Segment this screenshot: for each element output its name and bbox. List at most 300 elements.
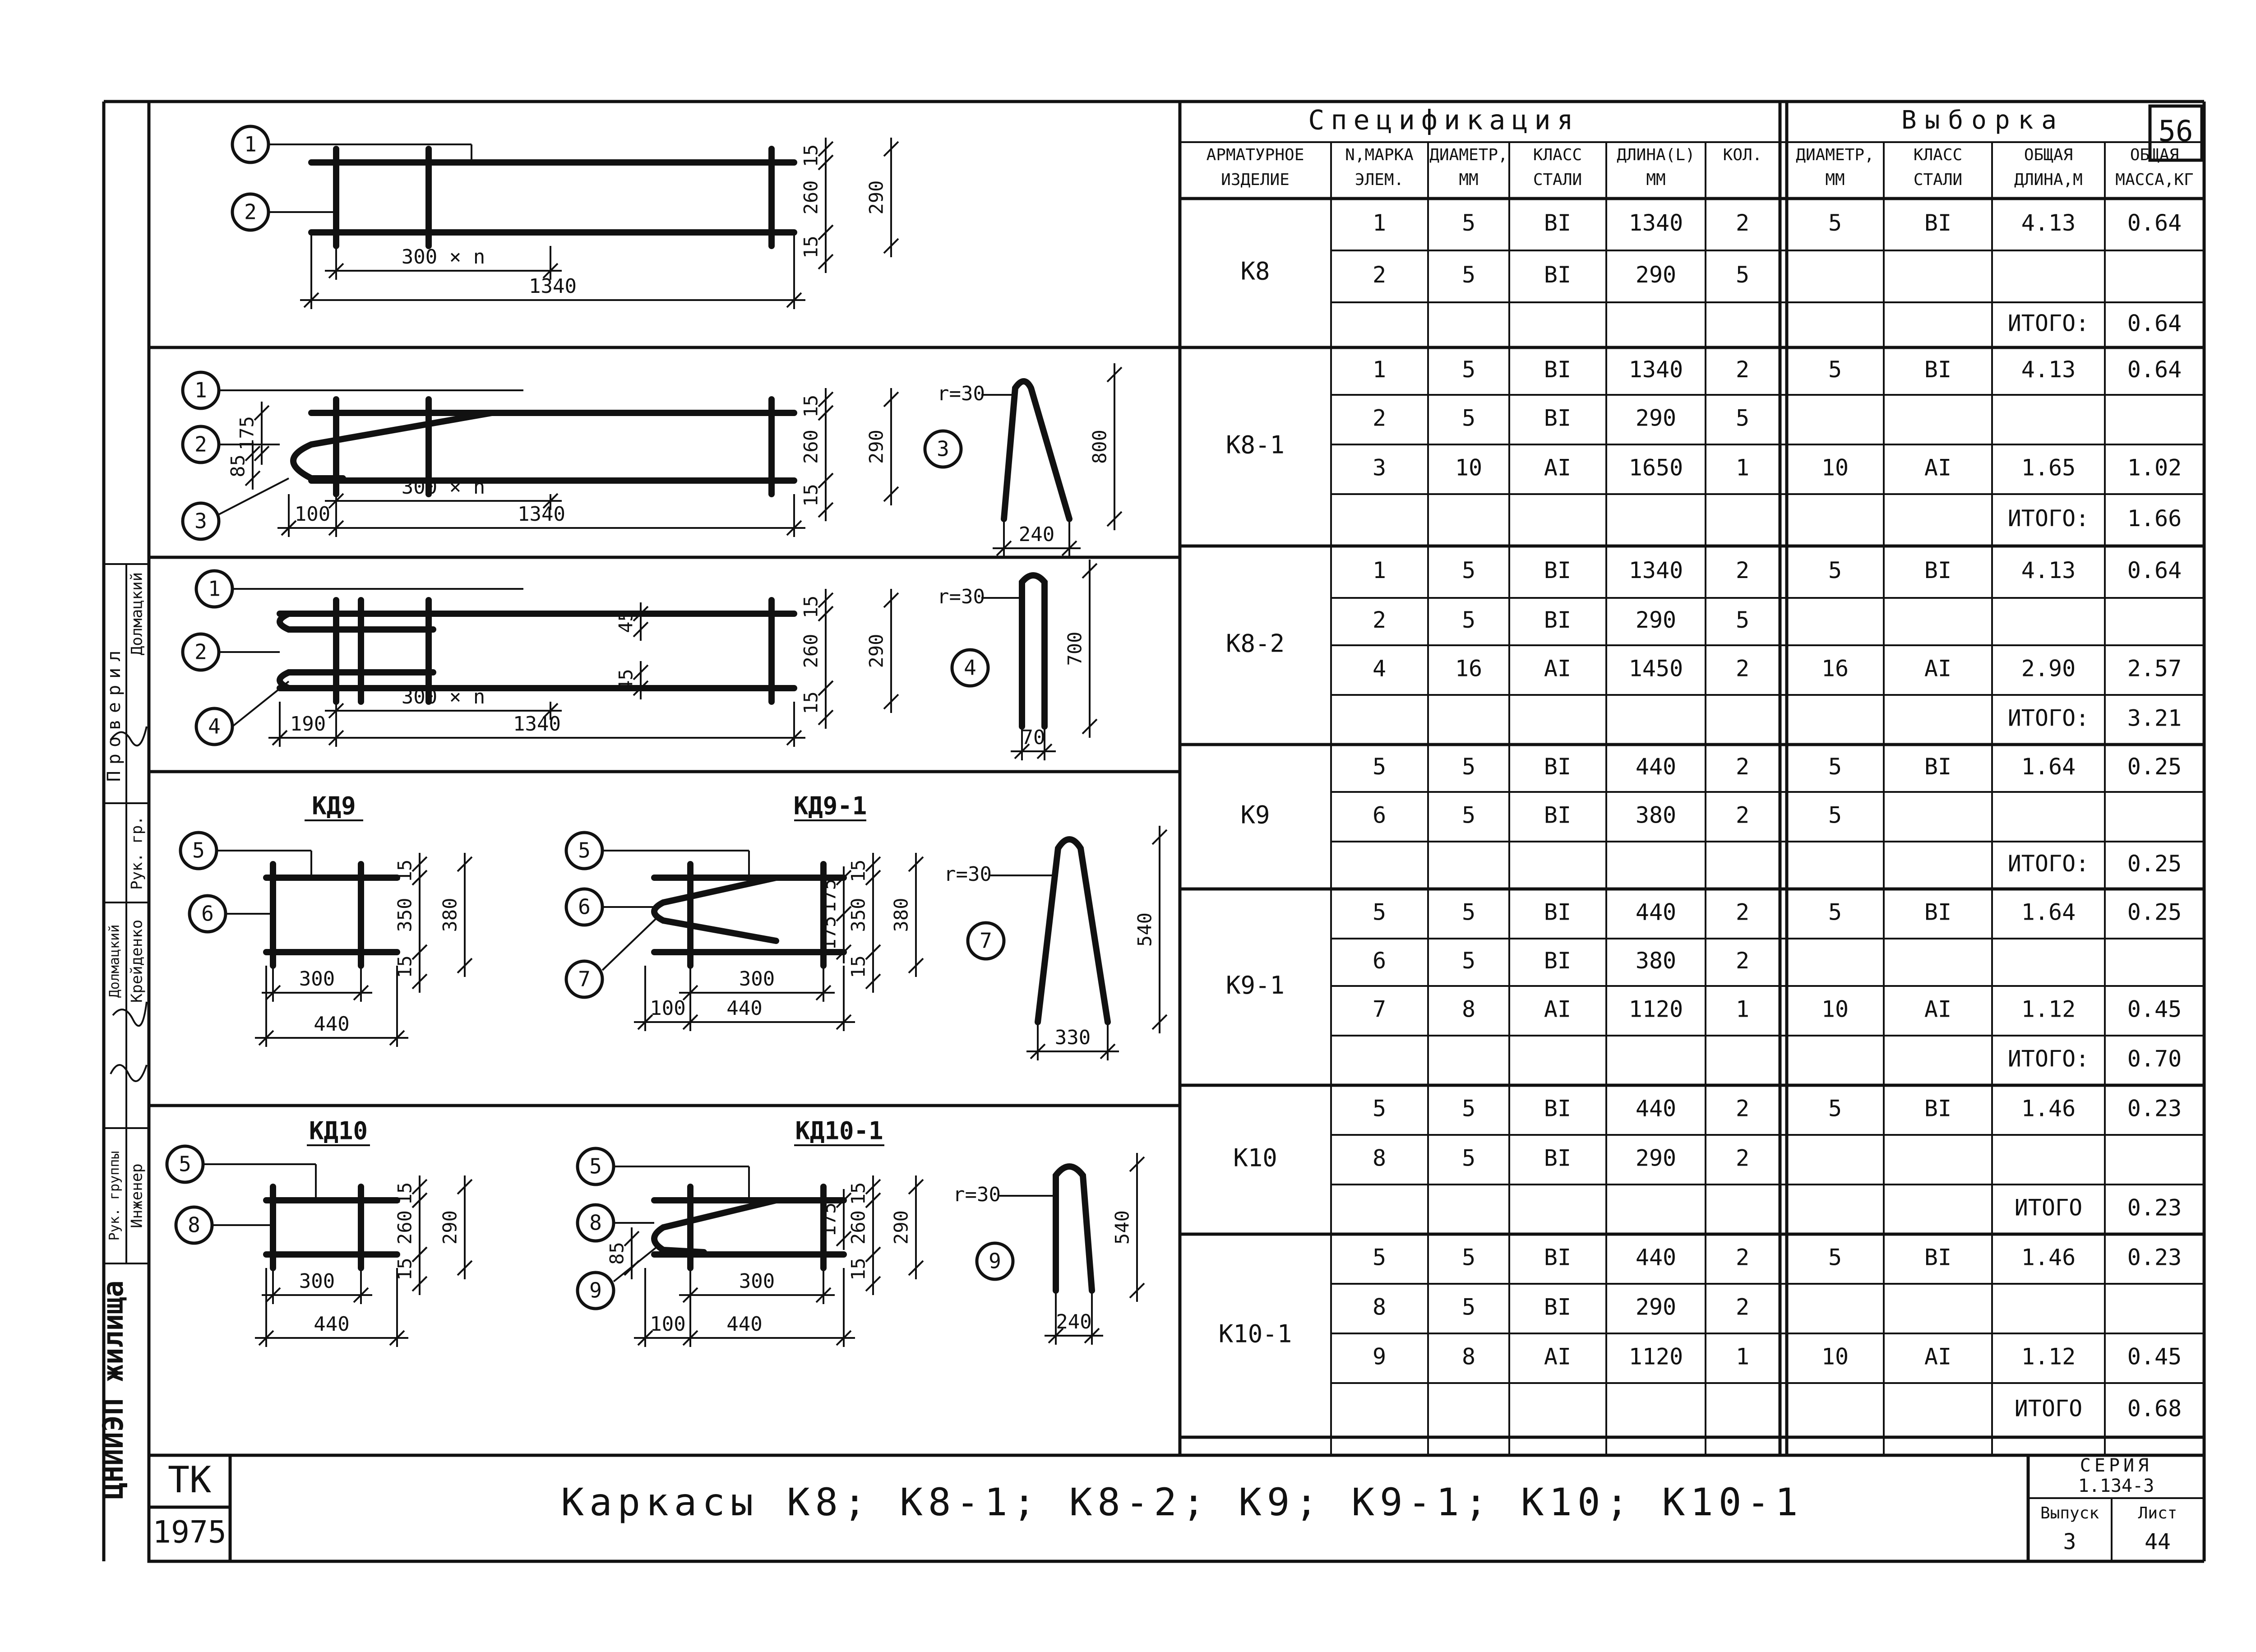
mark-number: 1 [208,576,221,601]
dimension-label: 540 [1133,912,1156,947]
issue-value: 3 [2063,1529,2076,1555]
column-header: ОБЩАЯ [2130,146,2179,164]
frame-title: КД10-1 [795,1116,883,1145]
drawing-k8 [232,126,898,309]
cell-value: BI [1544,1095,1572,1122]
dimension-label: 290 [865,180,888,215]
stamp-role: Рук. гр. [128,816,146,890]
cell-value: BI [1544,557,1572,583]
dimension-label: 15 [800,394,822,418]
column-header: ДЛИНА,М [2014,171,2083,189]
cell-value: 5 [1828,802,1842,828]
cell-value: 8 [1372,1294,1387,1320]
sheet-frame [104,102,2204,1561]
cell-value: 5 [1828,210,1842,236]
cell-value: AI [1544,996,1572,1023]
cell-value: 5 [1735,262,1750,288]
sheet-value: 44 [2145,1529,2171,1555]
column-header: АРМАТУРНОЕ [1206,146,1304,164]
cell-value: 440 [1635,1095,1677,1122]
dimension-label: 350 [393,898,416,932]
dimension-label: 100 [294,503,331,526]
cell-value: 0.25 [2127,899,2182,925]
rebar-bend-shape [1004,381,1069,519]
cell-value: 2 [1735,210,1750,236]
cell-value: 0.64 [2127,356,2182,383]
cell-value: 5 [1828,1244,1842,1271]
dimension-label: 175 [236,416,258,450]
corner-text: ТК [167,1458,212,1501]
spec-header: Спецификация [1308,104,1580,136]
drawing-kd9-1 [566,792,1167,1060]
dimension-label: 440 [314,1013,350,1036]
stamp-name: Крейденко [128,919,146,1003]
leader [602,916,659,970]
cell-value: BI [1544,899,1572,925]
rebar-bend-shape [1022,575,1045,727]
cell-value: 0.64 [2127,210,2182,236]
cell-value: ИТОГО: [2007,851,2090,877]
dimension-label: 45 [615,610,637,633]
dimension-label: 175 [818,916,840,950]
cell-value: ИТОГО: [2007,1046,2090,1072]
cell-value: 5 [1461,1095,1476,1122]
stamp-name: Долмацкий [106,924,123,998]
cell-value: 2.57 [2127,655,2182,682]
cell-value: BI [1544,262,1572,288]
dimension-label: 1340 [529,275,577,298]
cell-value: BI [1924,356,1952,383]
cell-value: 290 [1635,262,1677,288]
mark-number: 5 [192,838,205,863]
cell-value: BI [1544,802,1572,828]
dimension-label: 175 [818,879,840,913]
cell-value: BI [1544,948,1572,974]
mark-number: 1 [194,378,207,403]
dimension-label: 15 [847,955,869,978]
cell-value: 2 [1735,754,1750,780]
dimension-label: 290 [890,1210,912,1245]
dimension-label: 175 [818,1202,840,1237]
mark-number: 8 [188,1212,200,1237]
cell-value: BI [1544,1244,1572,1271]
cell-value: 1340 [1628,557,1683,583]
stamp-role: Инженер [128,1163,146,1228]
frame-title: КД10 [309,1116,368,1145]
side-stamp [97,102,149,1561]
corner-text: 1975 [153,1514,227,1550]
column-header: КЛАСС [1533,146,1582,164]
dimension-label: 350 [847,898,869,932]
cell-value: 2 [1735,557,1750,583]
cell-value: 2 [1735,356,1750,383]
cell-value: 5 [1461,948,1476,974]
dimension-label: 100 [650,997,686,1020]
cell-value: 7 [1372,996,1387,1023]
cell-value: BI [1924,1244,1952,1271]
dimension-label: 380 [890,898,912,932]
rebar-hooks-4 [280,614,433,688]
cell-value: 4 [1372,655,1387,682]
dimension-label: 380 [439,898,461,932]
dimension-label: 1340 [518,503,565,526]
cell-value: 5 [1372,1244,1387,1271]
rebar-bend-shape [1056,1166,1092,1291]
cell-value: BI [1544,210,1572,236]
cell-value: 5 [1461,262,1476,288]
leader [219,478,289,514]
dimension-label: 15 [800,484,822,507]
cell-value: 5 [1828,356,1842,383]
cell-value: 10 [1821,454,1849,481]
series-value: 1.134-3 [2078,1476,2154,1496]
cell-value: 0.23 [2127,1194,2182,1221]
mark-number: 2 [194,639,207,664]
cell-value: BI [1544,1145,1572,1171]
rebar-bent-3 [293,413,492,478]
cell-value: 16 [1455,655,1483,682]
cell-value: 2 [1372,405,1387,431]
cell-value: 1.12 [2021,996,2076,1023]
column-header: ММ [1459,171,1479,189]
cell-value: 3 [1372,454,1387,481]
cell-value: AI [1544,655,1572,682]
column-header: ДЛИНА(L) [1617,146,1695,164]
dimension-label: 85 [227,454,249,477]
mark-number: 5 [589,1154,602,1179]
cell-value: 2.90 [2021,655,2076,682]
cell-value: BI [1924,557,1952,583]
issue-label: Выпуск [2040,1504,2099,1522]
cell-value: 1 [1372,356,1387,383]
dimension-label: 330 [1054,1026,1091,1049]
cell-value: 0.23 [2127,1244,2182,1271]
dimension-label: 260 [393,1210,416,1245]
dimension-label: 190 [290,713,326,736]
dimension-label: 15 [393,859,416,883]
cell-value: 2 [1735,1145,1750,1171]
cell-value: 1 [1735,996,1750,1023]
cell-value: 5 [1461,210,1476,236]
dimension-label: 70 [1021,726,1045,749]
dimension-label: 300 [739,967,775,990]
cell-value: 2 [1735,1294,1750,1320]
cell-value: 5 [1461,802,1476,828]
dimension-label: 15 [800,236,822,259]
cell-value: 0.64 [2127,557,2182,583]
drawing-k8-2 [183,560,1097,760]
dimension-label: 700 [1063,631,1086,666]
cell-value: AI [1924,1343,1952,1370]
sheet-label: Лист [2138,1504,2177,1522]
cell-value: 0.45 [2127,996,2182,1023]
cell-value: 0.68 [2127,1395,2182,1422]
dimension-label: 260 [800,430,822,464]
dimension-label: 290 [439,1210,461,1245]
dimension-label: 240 [1018,523,1055,546]
drawing-k8-1 [183,363,1122,557]
dimension-label: 540 [1111,1210,1133,1245]
cell-value: AI [1924,996,1952,1023]
dimension-label: 300 × n [401,476,485,499]
cell-value: 4.13 [2021,557,2076,583]
dimension-label: 15 [847,1182,869,1205]
cell-value: 0.25 [2127,851,2182,877]
product-name: К10-1 [1218,1319,1292,1348]
mark-number: 2 [244,199,257,224]
cell-value: 1450 [1628,655,1683,682]
cell-value: BI [1544,356,1572,383]
cell-value: 5 [1828,754,1842,780]
cell-value: 1.64 [2021,899,2076,925]
cell-value: 5 [1372,899,1387,925]
dimension-label: 15 [847,1258,869,1281]
bend-radius: r=30 [937,585,985,608]
product-name: К8-2 [1225,629,1285,658]
series-label: СЕРИЯ [2080,1455,2153,1476]
dimension-label: 300 [299,1270,335,1293]
dimension-label: 15 [393,955,416,978]
mark-number: 6 [201,901,214,926]
column-header: МАССА,КГ [2115,171,2194,189]
cell-value: 4.13 [2021,356,2076,383]
cell-value: 10 [1455,454,1483,481]
cell-value: 1.64 [2021,754,2076,780]
cell-value: 1 [1372,210,1387,236]
specification-table [1180,102,2204,1455]
rebar-bend-shape [1038,839,1108,1022]
cell-value: 6 [1372,948,1387,974]
column-header: СТАЛИ [1913,171,1963,189]
stamp-check: Проверил [104,644,125,782]
dimension-label: 240 [1056,1310,1092,1333]
dimension-label: 15 [800,595,822,619]
cell-value: AI [1924,454,1952,481]
cell-value: 2 [1735,655,1750,682]
cell-value: 5 [1461,405,1476,431]
column-header: N,МАРКА [1345,146,1414,164]
column-header: СТАЛИ [1533,171,1582,189]
column-header: ММ [1825,171,1845,189]
column-header: ОБЩАЯ [2024,146,2073,164]
cell-value: BI [1544,1294,1572,1320]
cell-value: 5 [1461,1145,1476,1171]
mark-number: 2 [194,432,207,457]
cell-value: 440 [1635,754,1677,780]
cell-value: ИТОГО [2014,1194,2083,1221]
cell-value: BI [1544,405,1572,431]
cell-value: 380 [1635,948,1677,974]
stamp-role: Рук. группы [106,1151,123,1241]
column-header: КЛАСС [1913,146,1963,164]
dimension-label: 290 [865,634,888,668]
mark-number: 5 [179,1152,191,1176]
cell-value: 1.12 [2021,1343,2076,1370]
frame-title: КД9-1 [793,791,867,820]
cell-value: BI [1924,754,1952,780]
cell-value: 290 [1635,405,1677,431]
cell-value: BI [1924,899,1952,925]
product-name: К8-1 [1225,430,1285,459]
drawing-kd9 [180,792,472,1047]
cell-value: 1.65 [2021,454,2076,481]
cell-value: 440 [1635,1244,1677,1271]
cell-value: 3.21 [2127,705,2182,731]
column-header: ЭЛЕМ. [1355,171,1404,189]
cell-value: 9 [1372,1343,1387,1370]
cell-value: AI [1544,1343,1572,1370]
cell-value: ИТОГО [2014,1395,2083,1422]
cell-value: BI [1924,1095,1952,1122]
dimension-label: 260 [800,180,822,215]
dimension-label: 260 [847,1210,869,1245]
mark-number: 4 [964,655,976,680]
cell-value: 1.66 [2127,505,2182,532]
cell-value: 2 [1372,607,1387,633]
drawing-kd10 [167,1117,472,1347]
drawing-kd10-1 [578,1117,1144,1347]
column-header: ИЗДЕЛИЕ [1221,171,1290,189]
cell-value: 8 [1461,1343,1476,1370]
cell-value: BI [1924,210,1952,236]
cell-value: 5 [1461,356,1476,383]
cell-value: 1.02 [2127,454,2182,481]
mark-number: 9 [589,1278,602,1303]
cell-value: 16 [1821,655,1849,682]
cell-value: 6 [1372,802,1387,828]
cell-value: 0.23 [2127,1095,2182,1122]
column-header: КОЛ. [1723,146,1762,164]
dimension-label: 440 [314,1313,350,1336]
column-header: ДИАМЕТР, [1796,146,1874,164]
cell-value: 290 [1635,607,1677,633]
dimension-label: 15 [800,144,822,167]
cell-value: 5 [1735,607,1750,633]
cell-value: ИТОГО: [2007,705,2090,731]
product-name: К9 [1240,801,1270,829]
dimension-label: 1340 [513,713,561,736]
cell-value: 0.64 [2127,310,2182,337]
cell-value: 380 [1635,802,1677,828]
dimension-label: 300 [299,967,335,990]
dimension-label: 85 [606,1242,628,1265]
cell-value: 2 [1735,802,1750,828]
cell-value: 290 [1635,1294,1677,1320]
rebar-bent-7 [654,878,776,941]
column-header: ДИАМЕТР, [1429,146,1508,164]
reinforcement-drawings [167,126,1167,1347]
cell-value: 5 [1735,405,1750,431]
cell-value: 1.46 [2021,1095,2076,1122]
cell-value: 2 [1735,899,1750,925]
cell-value: 2 [1372,262,1387,288]
cell-value: 5 [1372,1095,1387,1122]
cell-value: 8 [1461,996,1476,1023]
mark-number: 1 [244,132,257,157]
cell-value: 2 [1735,948,1750,974]
cell-value: 5 [1461,557,1476,583]
cell-value: 5 [1461,1244,1476,1271]
cell-value: 0.25 [2127,754,2182,780]
rebar-bent-9 [654,1200,776,1252]
dimension-label: 15 [393,1258,416,1281]
mark-number: 4 [208,714,221,739]
cell-value: 8 [1372,1145,1387,1171]
cell-value: 1 [1735,454,1750,481]
cell-value: 10 [1821,1343,1849,1370]
cell-value: 5 [1461,754,1476,780]
dimension-label: 15 [800,691,822,714]
cell-value: 1120 [1628,1343,1683,1370]
mark-number: 9 [989,1249,1001,1273]
dimension-label: 45 [615,669,637,692]
mark-number: 3 [937,436,949,461]
cell-value: 10 [1821,996,1849,1023]
stamp-name: Долмацкий [128,572,146,656]
dimension-label: 300 × n [401,245,485,268]
product-name: К9-1 [1225,971,1285,1000]
mark-number: 7 [980,928,992,953]
cell-value: 0.70 [2127,1046,2182,1072]
dimension-label: 290 [865,430,888,464]
cell-value: 1 [1372,557,1387,583]
cell-value: 1.46 [2021,1244,2076,1271]
cell-value: 2 [1735,1095,1750,1122]
organization: ЦНИИЭП жилища [97,1280,130,1499]
dimension-label: 440 [726,997,763,1020]
cell-value: 4.13 [2021,210,2076,236]
cell-value: 5 [1461,1294,1476,1320]
sheet-number: 56 [2158,115,2193,148]
sel-header: Выборка [1901,106,2065,135]
sheet-title: Каркасы К8; К8-1; К8-2; К9; К9-1; К10; К10-1 [561,1480,1803,1524]
cell-value: 5 [1828,1095,1842,1122]
cell-value: 5 [1828,557,1842,583]
cell-value: 5 [1461,607,1476,633]
signature [111,1002,147,1081]
dimension-label: 440 [726,1313,763,1336]
cell-value: 2 [1735,1244,1750,1271]
product-name: К10 [1233,1143,1277,1172]
cell-value: 1120 [1628,996,1683,1023]
cell-value: 1 [1735,1343,1750,1370]
mark-number: 6 [578,894,591,919]
cell-value: 1340 [1628,210,1683,236]
mark-number: 7 [578,967,591,991]
cell-value: BI [1544,754,1572,780]
column-header: ММ [1646,171,1666,189]
bend-radius: r=30 [953,1183,1001,1206]
dimension-label: 260 [800,634,822,668]
bend-radius: r=30 [944,863,992,886]
product-name: К8 [1240,257,1270,286]
dimension-label: 100 [650,1313,686,1336]
cell-value: AI [1924,655,1952,682]
cell-value: 290 [1635,1145,1677,1171]
mark-number: 5 [578,838,591,863]
mark-number: 8 [589,1210,602,1235]
cell-value: 440 [1635,899,1677,925]
dimension-label: 800 [1088,430,1111,464]
dimension-label: 15 [393,1182,416,1205]
frame-title: КД9 [312,791,356,820]
dimension-label: 15 [847,859,869,883]
cell-value: ИТОГО: [2007,505,2090,532]
title-block [149,1455,2204,1561]
mark-number: 3 [194,509,207,533]
cell-value: BI [1544,607,1572,633]
cell-value: 1340 [1628,356,1683,383]
